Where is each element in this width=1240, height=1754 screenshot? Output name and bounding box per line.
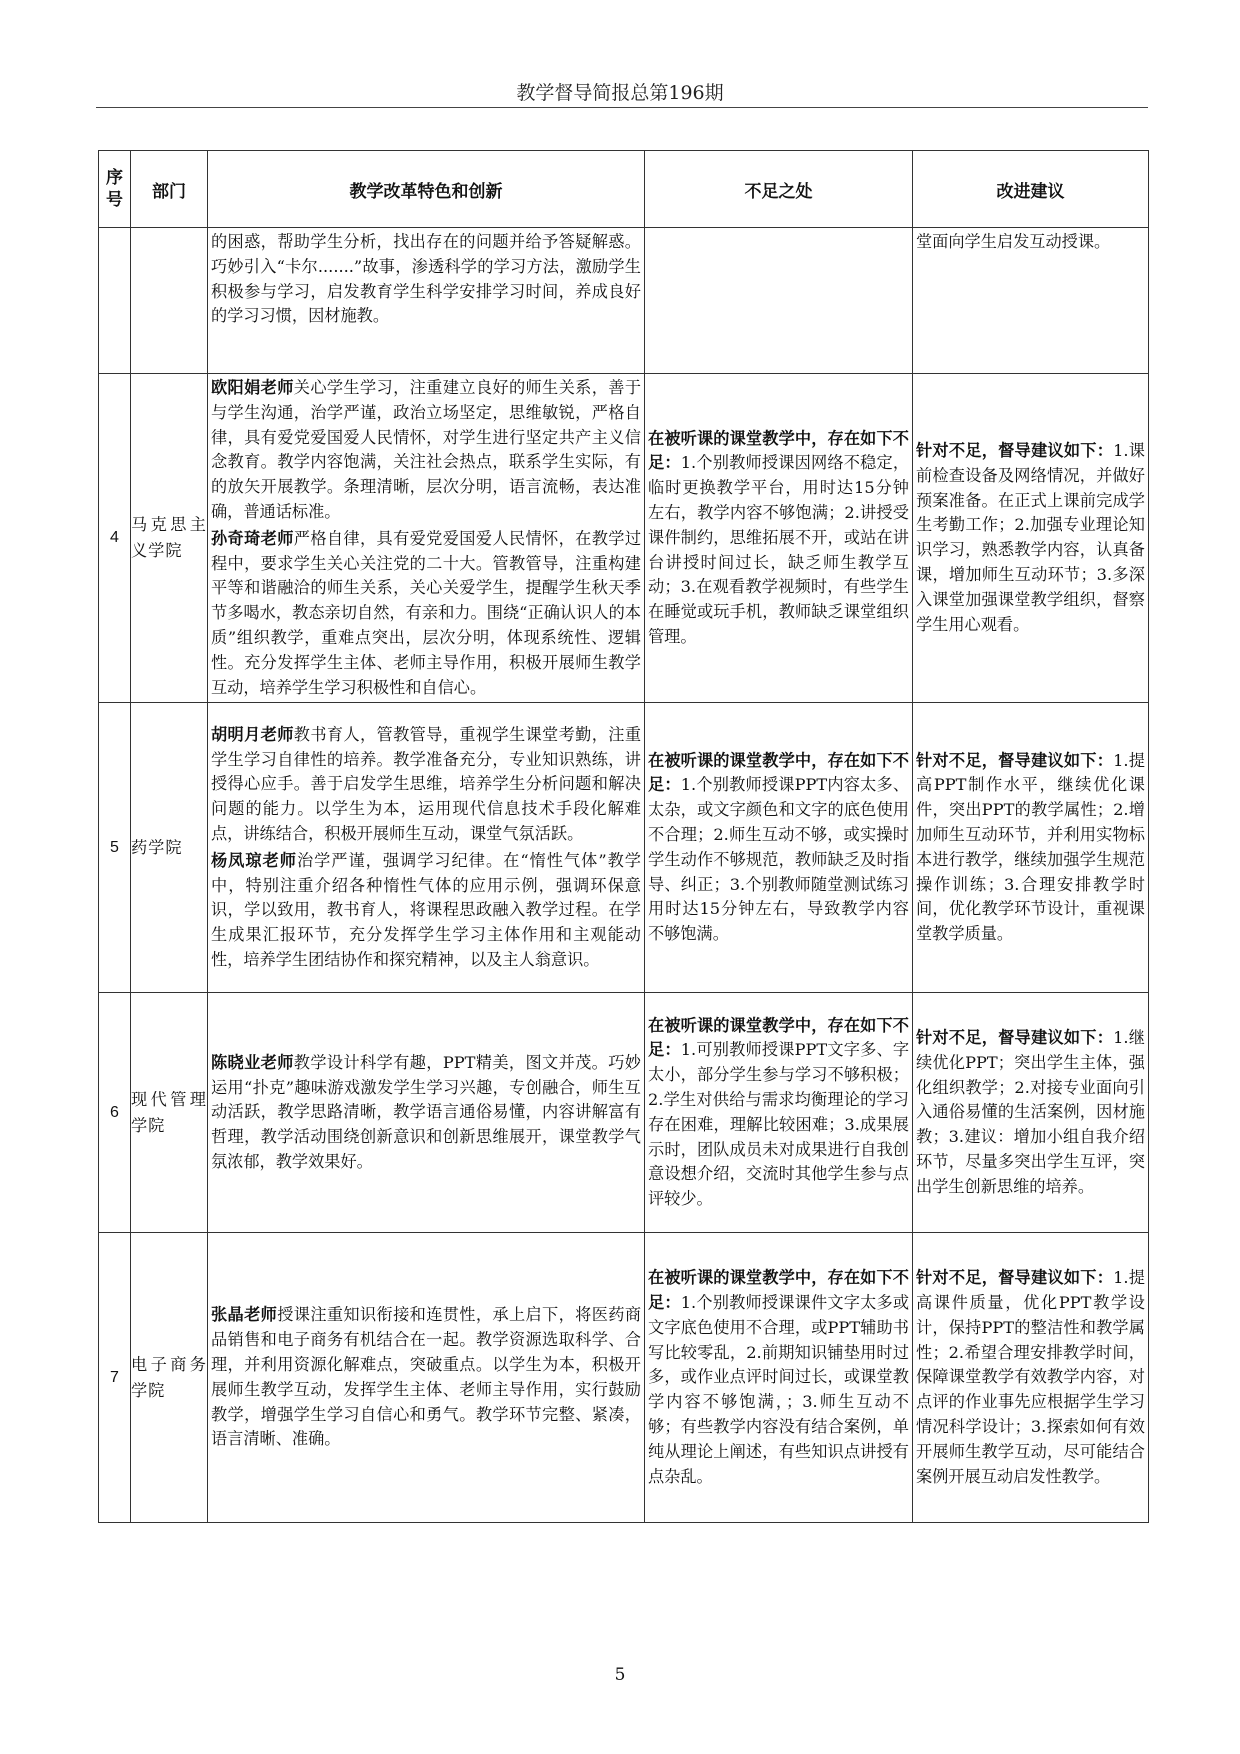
shortcoming-cell xyxy=(645,703,913,993)
shortcoming-text: 在被听课的课堂教学中，存在如下不足：1.个别教师授课PPT内容太多、太杂，或文字颜色和文字的底色使用不合理；2.师生互动不够，或实操时学生动作不够规范，教师缺乏及时指导、纠正；3.个别教师随堂测试练习用时达15分钟左右，导致教学内容不够饱满。 xyxy=(648,750,910,944)
shortcoming-text xyxy=(645,228,912,232)
table-row xyxy=(99,703,1149,993)
row-index xyxy=(99,228,131,374)
feature-paragraph: 孙奇琦老师严格自律，具有爱党爱国爱人民情怀，在教学过程中，要求学生关心关注党的二十大。管教管导，注重构建平等和谐融洽的师生关系，关心关爱学生，提醒学生秋天季节多喝水，教态亲切自然，有亲和力。围绕“正确认识人的本质”组织教学，重难点突出，层次分明，体现系统性、逻辑性。充分发挥学生主体、老师主导作用，积极开展师生教学互动，培养学生学习积极性和自信心。 xyxy=(211,528,642,697)
supervision-table xyxy=(98,150,1149,1523)
feature-paragraph: 陈晓业老师教学设计科学有趣，PPT精美，图文并茂。巧妙运用“扑克”趣味游戏激发学生学习兴趣，专创融合，师生互动活跃，教学思路清晰，教学语言通俗易懂，内容讲解富有哲理，教学活动围绕创新意识和创新思维展开，课堂教学气氛浓郁，教学效果好。 xyxy=(211,1052,641,1172)
suggestion-text: 针对不足，督导建议如下：1.提高课件质量，优化PPT教学设计，保持PPT的整洁性和教学属性；2.希望合理安排教学时间，保障课堂教学有效教学内容，对点评的作业事先应根据学生学习情况科学设计；3.探索如何有效开展师生教学互动，尽可能结合案例开展互动启发性教学。 xyxy=(916,1268,1145,1486)
features-cell xyxy=(208,228,645,374)
column-header-dept: 部门 xyxy=(131,151,208,228)
row-dept: 药学院 xyxy=(131,703,208,993)
feature-paragraph: 的困惑，帮助学生分析，找出存在的问题并给予答疑解惑。巧妙引入“卡尔.......”故事，渗透科学的学习方法，激励学生积极参与学习，启发教育学生科学安排学习时间，养成良好的学习习惯，因材施教。 xyxy=(211,232,641,326)
row-dept: 电子商务学院 xyxy=(131,1233,208,1523)
shortcoming-cell xyxy=(645,1233,913,1523)
features-cell xyxy=(208,374,645,703)
row-dept xyxy=(131,228,208,374)
features-cell xyxy=(208,703,645,993)
header-rule xyxy=(96,107,1148,108)
row-index: 4 xyxy=(99,374,131,703)
suggestion-text: 针对不足，督导建议如下：1.提高PPT制作水平，继续优化课件，突出PPT的教学属性；2.增加师生互动环节，并利用实物标本进行教学，继续加强学生规范操作训练；3.合理安排教学时间，优化教学环节设计，重视课堂教学质量。 xyxy=(916,750,1145,944)
features-cell xyxy=(208,1233,645,1523)
table-row xyxy=(99,993,1149,1233)
suggestion-text: 针对不足，督导建议如下：1.课前检查设备及网络情况，并做好预案准备。在正式上课前完成学生考勤工作；2.加强专业理论知识学习，熟悉教学内容，认真备课，增加师生互动环节；3.多深入课堂加强课堂教学组织，督察学生用心观看。 xyxy=(916,440,1145,634)
page-number: 5 xyxy=(614,1665,626,1685)
suggestion-cell xyxy=(913,993,1149,1233)
feature-paragraph: 杨凤琼老师治学严谨，强调学习纪律。在“惰性气体”教学中，特别注重介绍各种惰性气体的应用示例，强调环保意识，学以致用，教书育人，将课程思政融入教学过程。在学生成果汇报环节，充分发挥学生学习主体作用和主观能动性，培养学生团结协作和探究精神，以及主人翁意识。 xyxy=(211,850,641,970)
column-header-features: 教学改革特色和创新 xyxy=(208,151,645,228)
shortcoming-cell xyxy=(645,993,913,1233)
table-row xyxy=(99,1233,1149,1523)
table-row xyxy=(99,374,1149,703)
shortcoming-text: 在被听课的课堂教学中，存在如下不足：1.个别教师授课因网络不稳定，临时更换教学平台，用时达15分钟左右，教学内容不够饱满；2.讲授受课件制约，思维拓展不开，或站在讲台讲授时间过长，缺乏师生教学互动；3.在观看教学视频时，有些学生在睡觉或玩手机，教师缺乏课堂组织管理。 xyxy=(648,428,910,646)
row-index: 6 xyxy=(99,993,131,1233)
shortcoming-text: 在被听课的课堂教学中，存在如下不足：1.个别教师授课课件文字太多或文字底色使用不合理，或PPT辅助书写比较零乱，2.前期知识铺垫用时过多，或作业点评时间过长，或课堂教学内容不够饱满，；3.师生互动不够；有些教学内容没有结合案例，单纯从理论上阐述，有些知识点讲授有点杂乱。 xyxy=(648,1268,910,1486)
suggestion-cell xyxy=(913,703,1149,993)
column-header-shortcomings: 不足之处 xyxy=(645,151,913,228)
suggestion-text: 堂面向学生启发互动授课。 xyxy=(916,232,1111,251)
feature-paragraph: 张晶老师授课注重知识衔接和连贯性，承上启下，将医药商品销售和电子商务有机结合在一起。教学资源选取科学、合理，并利用资源化解难点，突破重点。以学生为本，积极开展师生教学互动，发挥学生主体、老师主导作用，实行鼓励教学，增强学生学习自信心和勇气。教学环节完整、紧凑，语言清晰、准确。 xyxy=(211,1305,642,1449)
row-index: 7 xyxy=(99,1233,131,1523)
shortcoming-cell xyxy=(645,374,913,703)
suggestion-cell xyxy=(913,228,1149,374)
feature-paragraph: 欧阳娟老师关心学生学习，注重建立良好的师生关系，善于与学生沟通，治学严谨，政治立场坚定，思维敏锐，严格自律，具有爱党爱国爱人民情怀，对学生进行坚定共产主义信念教育。教学内容饱满，关注社会热点，联系学生实际，有的放矢开展教学。条理清晰，层次分明，语言流畅，表达准确，普通话标准。 xyxy=(211,378,642,521)
page-header: 教学督导简报总第196期 xyxy=(516,82,724,104)
suggestion-text: 针对不足，督导建议如下：1.继续优化PPT；突出学生主体，强化组织教学；2.对接专业面向引入通俗易懂的生活案例，因材施教；3.建议：增加小组自我介绍环节，尽量多突出学生互评，突出学生创新思维的培养。 xyxy=(916,1028,1145,1196)
column-header-suggestions: 改进建议 xyxy=(913,151,1149,228)
column-header-index: 序号 xyxy=(99,151,131,228)
row-index: 5 xyxy=(99,703,131,993)
row-dept: 现代管理学院 xyxy=(131,993,208,1233)
row-dept: 马克思主义学院 xyxy=(131,374,208,703)
shortcoming-text: 在被听课的课堂教学中，存在如下不足：1.可别教师授课PPT文字多、字太小，部分学生参与学习不够积极；2.学生对供给与需求均衡理论的学习存在困难，理解比较困难；3.成果展示时，团队成员未对成果进行自我创意设想介绍，交流时其他学生参与点评较少。 xyxy=(648,1015,910,1209)
shortcoming-cell xyxy=(645,228,913,374)
features-cell xyxy=(208,993,645,1233)
feature-paragraph: 胡明月老师教书育人，管教管导，重视学生课堂考勤，注重学生学习自律性的培养。教学准备充分，专业知识熟练，讲授得心应手。善于启发学生思维，培养学生分析问题和解决问题的能力。以学生为本，运用现代信息技术手段化解难点，讲练结合，积极开展师生互动，课堂气氛活跃。 xyxy=(211,724,642,844)
table-row xyxy=(99,228,1149,374)
table-header-row xyxy=(99,151,1149,228)
suggestion-cell xyxy=(913,374,1149,703)
suggestion-cell xyxy=(913,1233,1149,1523)
